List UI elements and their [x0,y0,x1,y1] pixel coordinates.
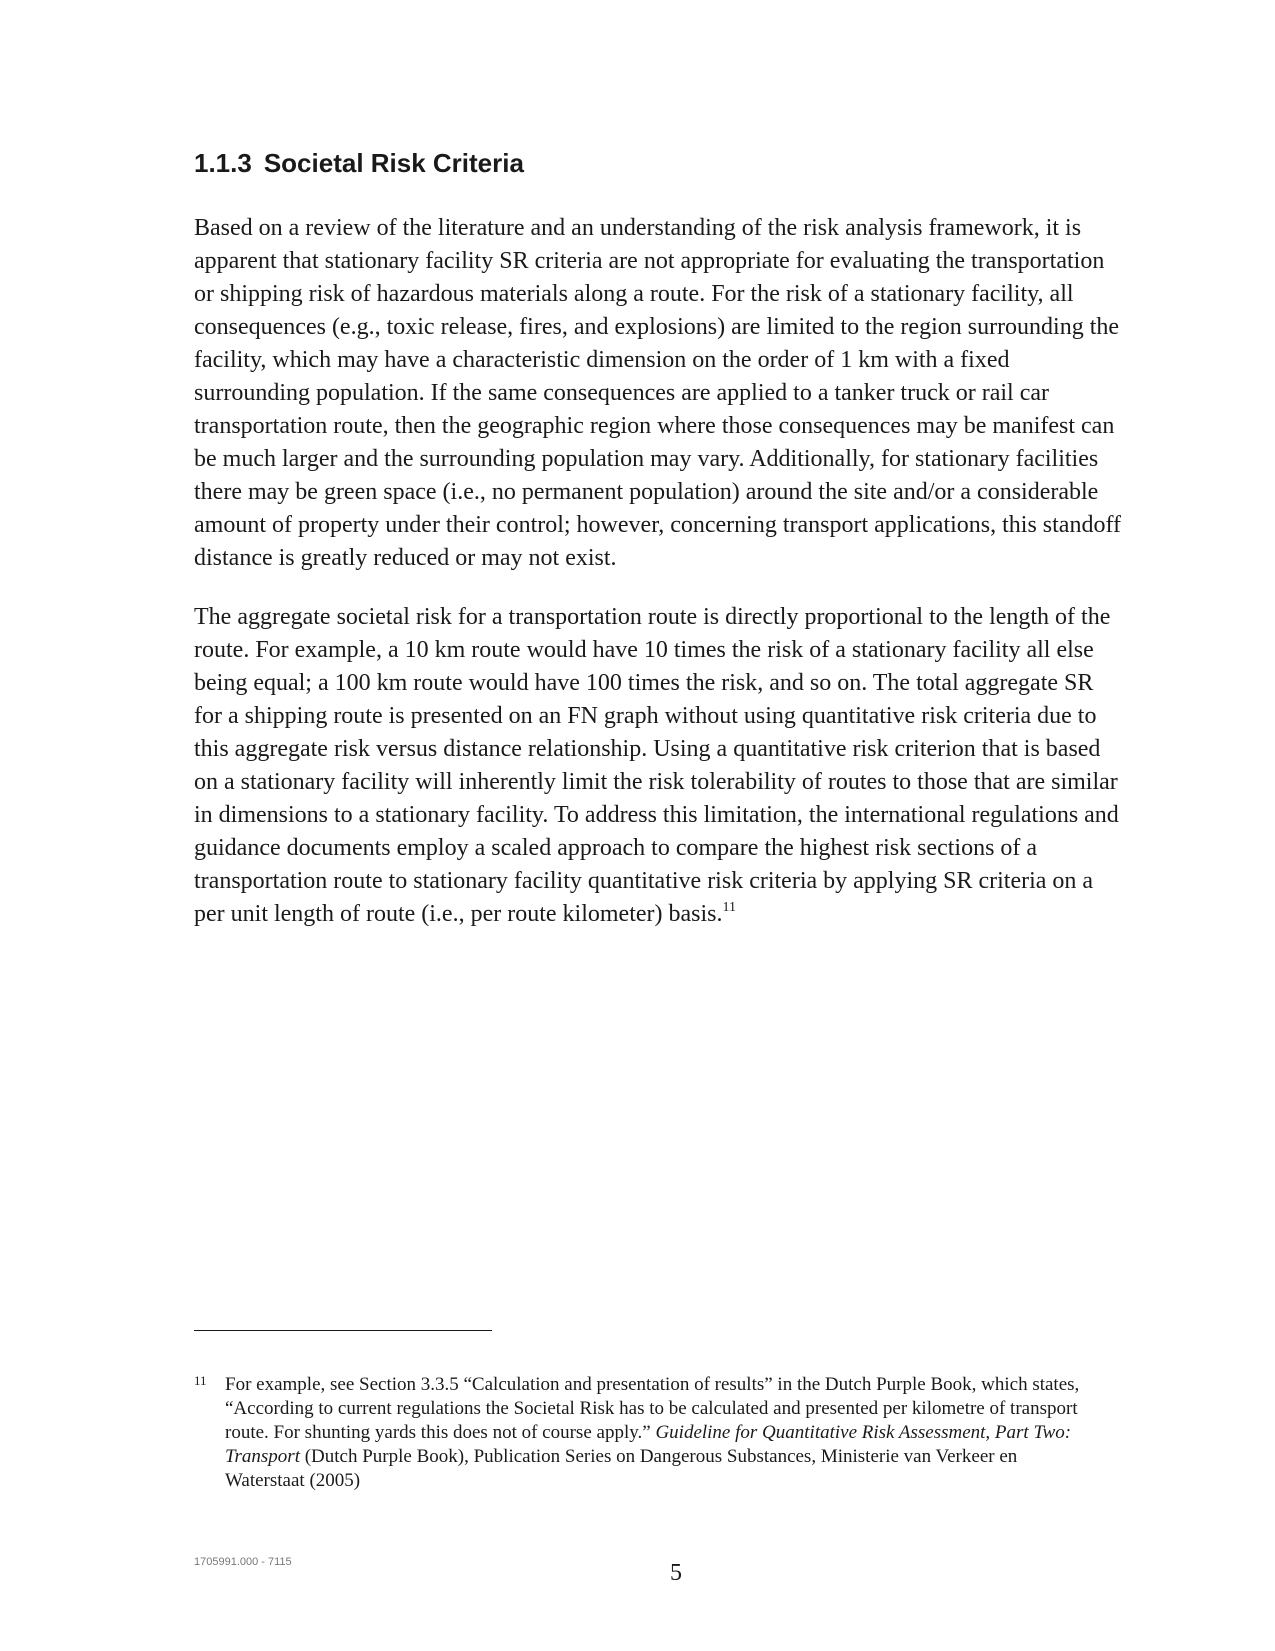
paragraph-line: amount of property under their control; however, concerning transport applications, this standoff [194,512,1122,538]
paragraph-line: for a shipping route is presented on an FN graph without using quantitative risk criteria due to [194,703,1097,729]
paragraph-line-text: per unit length of route (i.e., per route kilometer) basis. [194,901,723,927]
section-heading [194,147,524,179]
paragraph-line: transportation route, then the geographic region where those consequences may be manifest can [194,413,1115,439]
footnote-line [225,1421,1079,1445]
footnote-separator [194,1330,492,1331]
footnote-line: For example, see Section 3.3.5 “Calculation and presentation of results” in the Dutch Purple Book, which states, [225,1374,1080,1395]
paragraph-line: guidance documents employ a scaled approach to compare the highest risk sections of a [194,835,1038,861]
footnote-citation-title: Guideline for Quantitative Risk Assessment, Part Two: [655,1422,1072,1443]
footnote-line: Waterstaat (2005) [225,1470,361,1491]
footnote-line-text: (Dutch Purple Book), Publication Series on Dangerous Substances, Ministerie van Verkeer en [299,1446,1018,1467]
paragraph-line: this aggregate risk versus distance relationship. Using a quantitative risk criterion that is based [194,736,1101,762]
paragraph-line [194,898,1179,931]
footnote-text [225,1373,1079,1493]
paragraph-line: route. For example, a 10 km route would have 10 times the risk of a stationary facility all else [194,637,1094,663]
footnote-line-text: route. For shunting yards this does not of course apply.” [225,1422,656,1443]
paragraph-line: or shipping risk of hazardous materials along a route. For the risk of a stationary facility, all [194,281,1074,307]
footnote-reference[interactable]: 11 [722,900,736,915]
paragraph-line: surrounding population. If the same consequences are applied to a tanker truck or rail car [194,380,1050,406]
paragraph-line: apparent that stationary facility SR criteria are not appropriate for evaluating the transportation [194,248,1105,274]
section-number: 1.1.3 [194,148,252,178]
paragraph-line: transportation route to stationary facility quantitative risk criteria by applying SR criteria on a [194,868,1094,894]
paragraph-line: on a stationary facility will inherently limit the risk tolerability of routes to those that are similar [194,769,1118,795]
document-id: 1705991.000 - 7115 [194,1556,292,1568]
paragraph-line: facility, which may have a characteristic dimension on the order of 1 km with a fixed [194,347,1010,373]
footnote-line: “According to current regulations the Societal Risk has to be calculated and presented per kilometre of transport [225,1398,1078,1419]
section-title: Societal Risk Criteria [263,148,524,178]
paragraph-line: consequences (e.g., toxic release, fires, and explosions) are limited to the region surrounding the [194,314,1120,340]
paragraph-line: The aggregate societal risk for a transportation route is directly proportional to the length of the [194,604,1111,630]
page-number: 5 [670,1560,682,1586]
footnote-number: 11 [194,1373,207,1388]
paragraph-2 [194,601,1179,931]
paragraph-line: being equal; a 100 km route would have 100 times the risk, and so on. The total aggregate SR [194,670,1094,696]
paragraph-line: distance is greatly reduced or may not exist. [194,545,617,571]
paragraph-line: be much larger and the surrounding population may vary. Additionally, for stationary facilities [194,446,1099,472]
footnote-citation-title: Transport [225,1446,300,1467]
paragraph-line: Based on a review of the literature and an understanding of the risk analysis framework, it is [194,215,1082,241]
footnote-line [225,1445,1079,1469]
paragraph-1 [194,212,1179,575]
paragraph-line: in dimensions to a stationary facility. To address this limitation, the international regulations and [194,802,1119,828]
paragraph-line: there may be green space (i.e., no permanent population) around the site and/or a considerable [194,479,1099,505]
